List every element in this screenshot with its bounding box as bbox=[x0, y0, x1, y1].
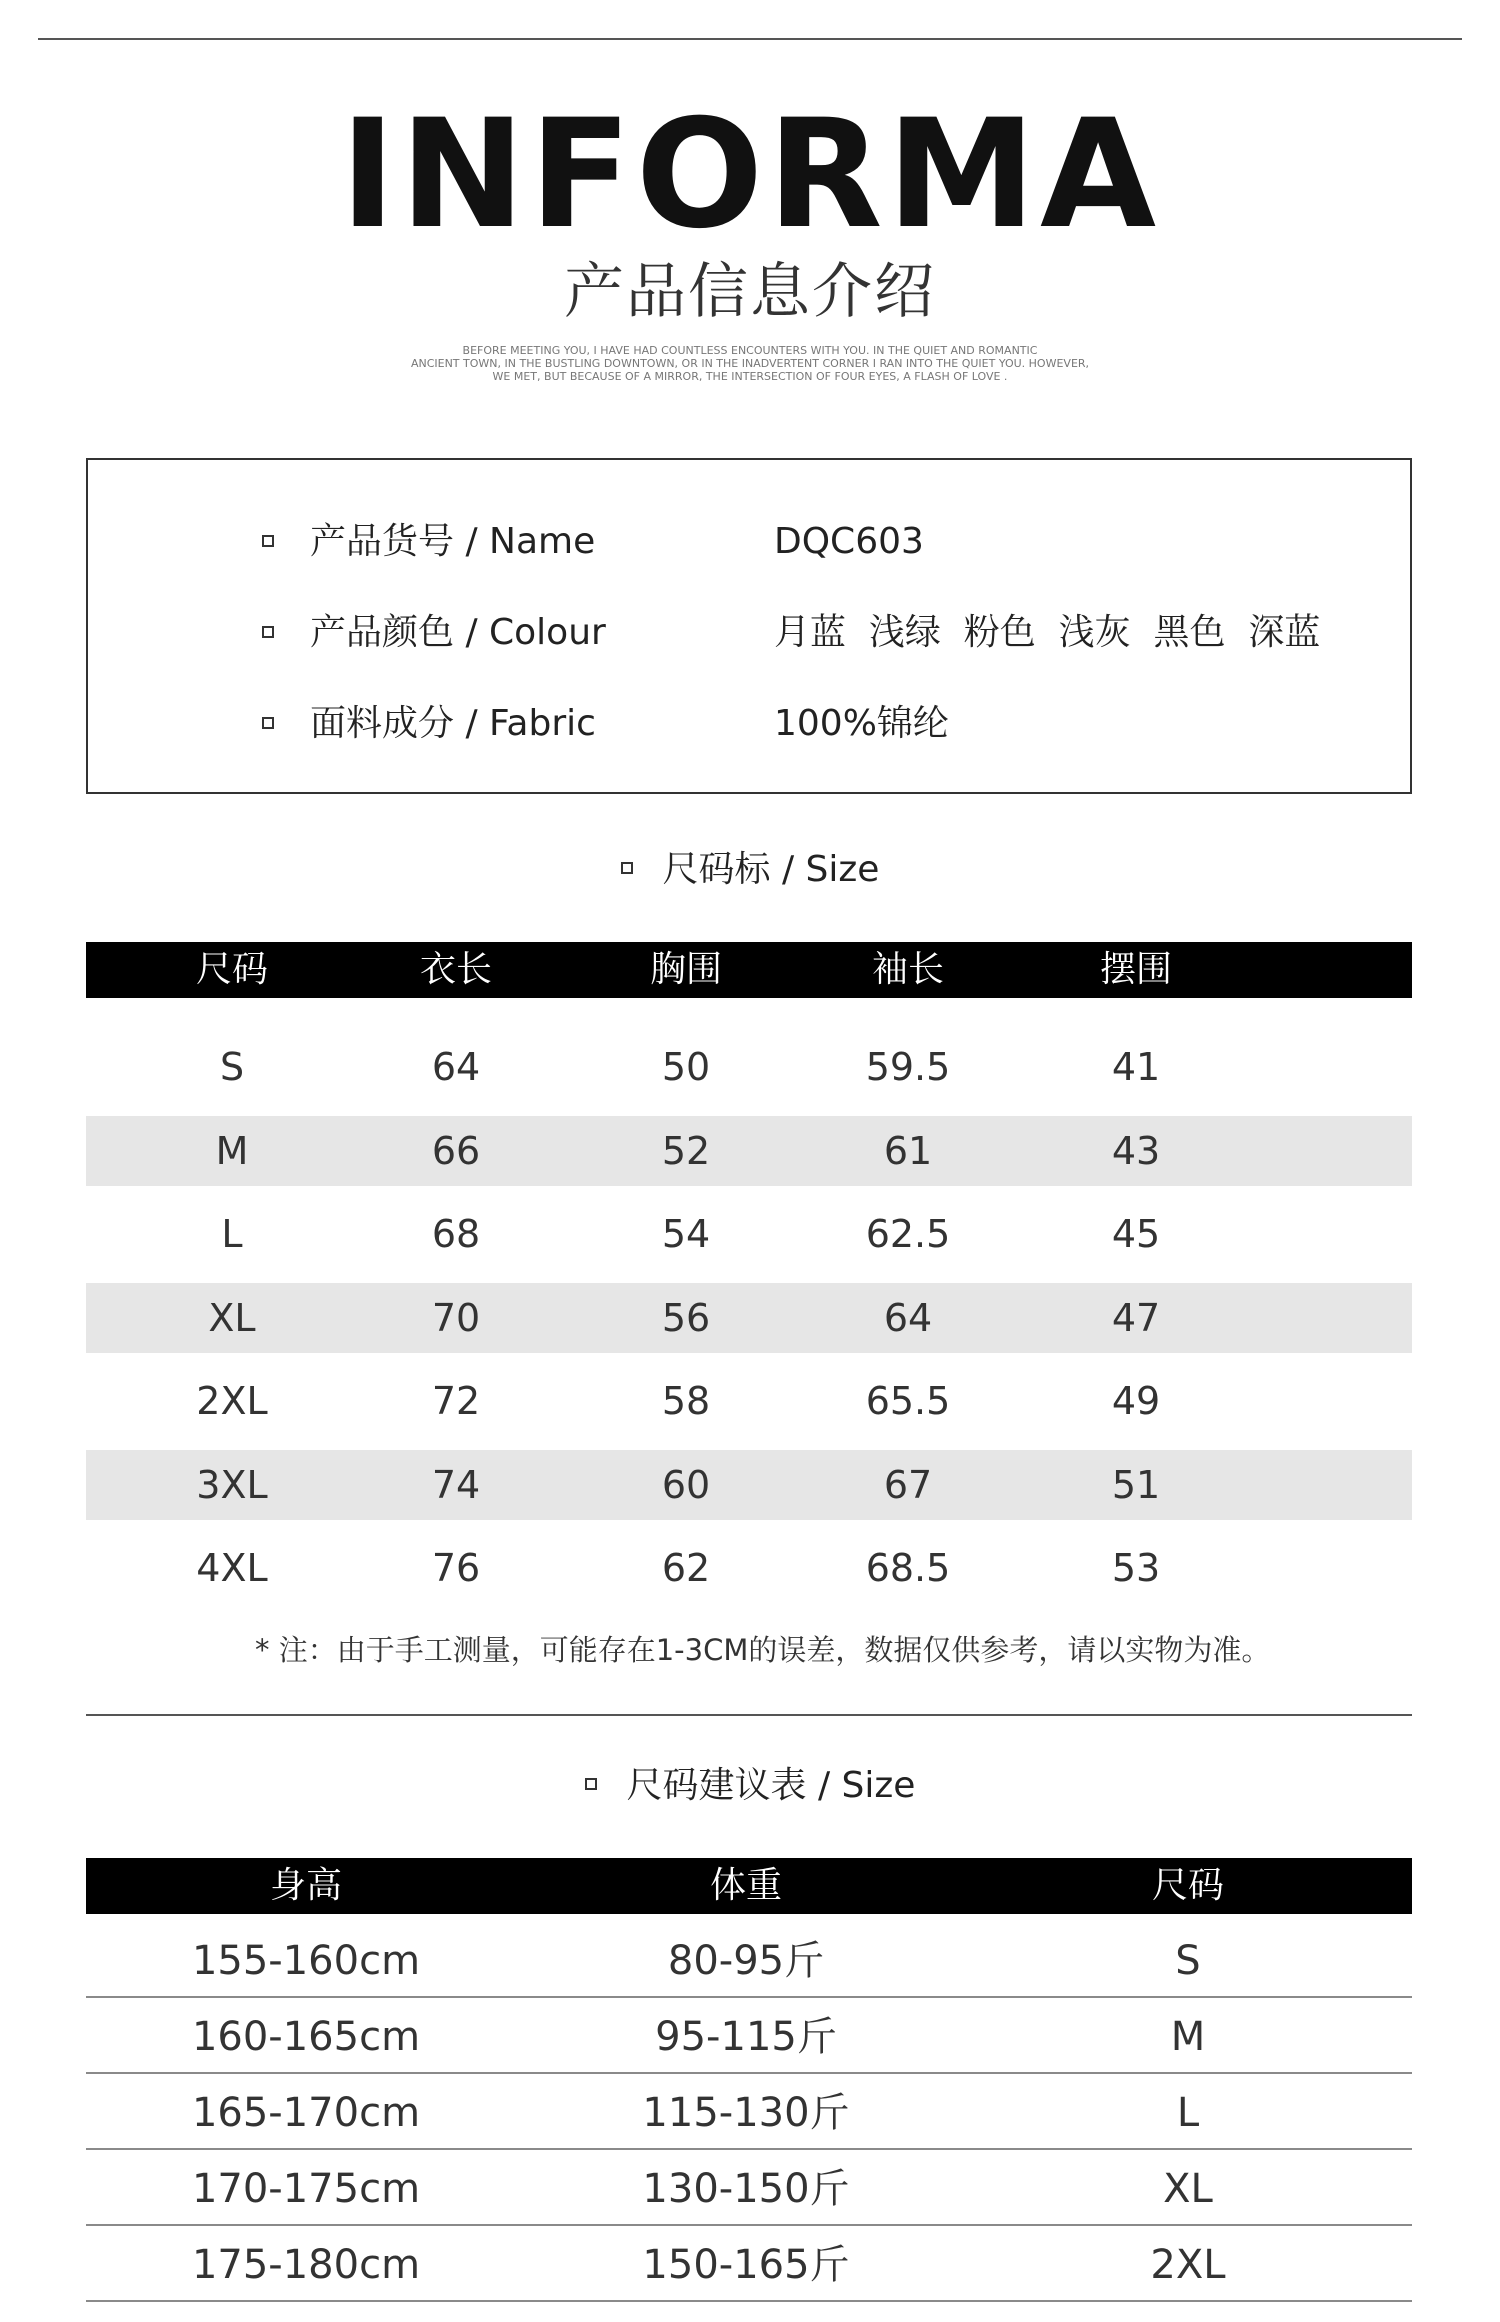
table-cell: 80-95斤 bbox=[667, 1938, 825, 1984]
product-info-box bbox=[86, 458, 1412, 794]
table-cell: 62.5 bbox=[865, 1212, 951, 1256]
table-row bbox=[86, 1032, 1412, 1102]
table-cell: XL bbox=[208, 1295, 256, 1340]
size-recommendation-heading bbox=[0, 1756, 1500, 1816]
size-recommendation-heading-text: 尺码建议表 / Size bbox=[626, 1765, 916, 1806]
table-cell: 64 bbox=[883, 1295, 933, 1340]
table-row bbox=[86, 2076, 1412, 2150]
table-cell: 45 bbox=[1111, 1212, 1161, 1256]
bullet-square-icon bbox=[621, 862, 633, 874]
size-recommendation-header bbox=[86, 1858, 1412, 1914]
size-chart-heading-text: 尺码标 / Size bbox=[662, 849, 880, 890]
table-cell: 160-165cm bbox=[191, 2014, 421, 2060]
table-cell: S bbox=[1175, 1938, 1201, 1984]
info-label: 产品货号 / Name bbox=[310, 521, 596, 562]
table-cell: 2XL bbox=[196, 1379, 268, 1423]
table-cell: 74 bbox=[431, 1462, 481, 1507]
tagline bbox=[0, 344, 1500, 383]
column-header: 衣长 bbox=[419, 949, 492, 990]
page-title: INFORMA bbox=[339, 88, 1161, 262]
product-info-row-fabric bbox=[88, 694, 1410, 754]
bullet-square-icon bbox=[262, 535, 274, 547]
table-cell: 76 bbox=[431, 1546, 481, 1590]
table-cell: 175-180cm bbox=[191, 2242, 421, 2288]
table-cell: S bbox=[219, 1045, 245, 1089]
column-header: 尺码 bbox=[1151, 1865, 1224, 1906]
table-cell: 70 bbox=[431, 1295, 481, 1340]
table-cell: 58 bbox=[661, 1379, 711, 1423]
table-cell: 49 bbox=[1111, 1379, 1161, 1423]
column-header: 摆围 bbox=[1099, 949, 1172, 990]
product-info-row-name bbox=[88, 512, 1410, 572]
table-row bbox=[86, 2000, 1412, 2074]
table-cell: 43 bbox=[1111, 1128, 1161, 1173]
info-value: DQC603 bbox=[774, 521, 924, 562]
product-info-row-colour bbox=[88, 603, 1410, 663]
table-cell: 150-165斤 bbox=[642, 2242, 850, 2288]
tagline-line: BEFORE MEETING YOU, I HAVE HAD COUNTLESS ENCOUNTERS WITH YOU. IN THE QUIET AND ROMANTIC bbox=[462, 344, 1038, 357]
column-header: 身高 bbox=[269, 1865, 342, 1906]
table-cell: 4XL bbox=[196, 1546, 268, 1590]
table-row bbox=[86, 1366, 1412, 1436]
table-cell: 2XL bbox=[1150, 2242, 1226, 2288]
table-cell: L bbox=[1176, 2090, 1200, 2136]
table-cell: L bbox=[221, 1212, 243, 1256]
column-header: 体重 bbox=[709, 1865, 782, 1906]
table-cell: 54 bbox=[661, 1212, 711, 1256]
page-subtitle: 产品信息介绍 bbox=[564, 257, 936, 327]
table-cell: 51 bbox=[1111, 1462, 1161, 1507]
info-value: 100%锦纶 bbox=[774, 703, 949, 744]
table-row bbox=[86, 1116, 1412, 1186]
table-cell: 65.5 bbox=[865, 1379, 951, 1423]
table-row bbox=[86, 1450, 1412, 1520]
tagline-line: WE MET, BUT BECAUSE OF A MIRROR, THE INTERSECTION OF FOUR EYES, A FLASH OF LOVE . bbox=[492, 370, 1008, 383]
table-cell: 62 bbox=[661, 1546, 711, 1590]
table-cell: 115-130斤 bbox=[642, 2090, 850, 2136]
bullet-square-icon bbox=[262, 717, 274, 729]
table-cell: 50 bbox=[661, 1045, 711, 1089]
table-row bbox=[86, 2152, 1412, 2226]
table-cell: 130-150斤 bbox=[642, 2166, 850, 2212]
table-cell: XL bbox=[1163, 2166, 1213, 2212]
table-cell: M bbox=[1170, 2014, 1206, 2060]
table-row bbox=[86, 1283, 1412, 1353]
size-chart-heading bbox=[0, 840, 1500, 900]
table-cell: 3XL bbox=[196, 1462, 268, 1507]
column-header: 尺码 bbox=[195, 949, 268, 990]
table-cell: M bbox=[215, 1128, 249, 1173]
column-header: 胸围 bbox=[649, 949, 722, 990]
table-row bbox=[86, 1199, 1412, 1269]
info-label: 面料成分 / Fabric bbox=[310, 703, 596, 744]
table-cell: 170-175cm bbox=[191, 2166, 421, 2212]
info-value: 月蓝 浅绿 粉色 浅灰 黑色 深蓝 bbox=[774, 612, 1321, 653]
table-cell: 59.5 bbox=[865, 1045, 951, 1089]
tagline-line: ANCIENT TOWN, IN THE BUSTLING DOWNTOWN, OR IN THE INADVERTENT CORNER I RAN INTO THE QUIET YOU. HOWEVER, bbox=[410, 357, 1090, 370]
table-cell: 41 bbox=[1111, 1045, 1161, 1089]
measurement-note: * 注：由于手工测量，可能存在1-3CM的误差，数据仅供参考，请以实物为准。 bbox=[255, 1633, 1271, 1667]
bullet-square-icon bbox=[585, 1778, 597, 1790]
table-cell: 68 bbox=[431, 1212, 481, 1256]
table-cell: 66 bbox=[431, 1128, 481, 1173]
bullet-square-icon bbox=[262, 626, 274, 638]
table-cell: 61 bbox=[883, 1128, 933, 1173]
table-cell: 56 bbox=[661, 1295, 711, 1340]
table-row bbox=[86, 2228, 1412, 2302]
table-cell: 67 bbox=[883, 1462, 933, 1507]
table-cell: 52 bbox=[661, 1128, 711, 1173]
table-cell: 60 bbox=[661, 1462, 711, 1507]
table-cell: 47 bbox=[1111, 1295, 1161, 1340]
info-label: 产品颜色 / Colour bbox=[310, 612, 606, 653]
table-cell: 155-160cm bbox=[191, 1938, 421, 1984]
table-cell: 64 bbox=[431, 1045, 481, 1089]
table-row bbox=[86, 1533, 1412, 1603]
size-chart-header bbox=[86, 942, 1412, 998]
table-cell: 72 bbox=[431, 1379, 481, 1423]
section-divider bbox=[86, 1714, 1412, 1716]
table-cell: 95-115斤 bbox=[655, 2014, 837, 2060]
table-cell: 68.5 bbox=[865, 1546, 951, 1590]
table-cell: 53 bbox=[1111, 1546, 1161, 1590]
table-cell: 165-170cm bbox=[191, 2090, 421, 2136]
column-header: 袖长 bbox=[871, 949, 944, 990]
top-divider bbox=[38, 38, 1462, 40]
table-row bbox=[86, 1924, 1412, 1998]
